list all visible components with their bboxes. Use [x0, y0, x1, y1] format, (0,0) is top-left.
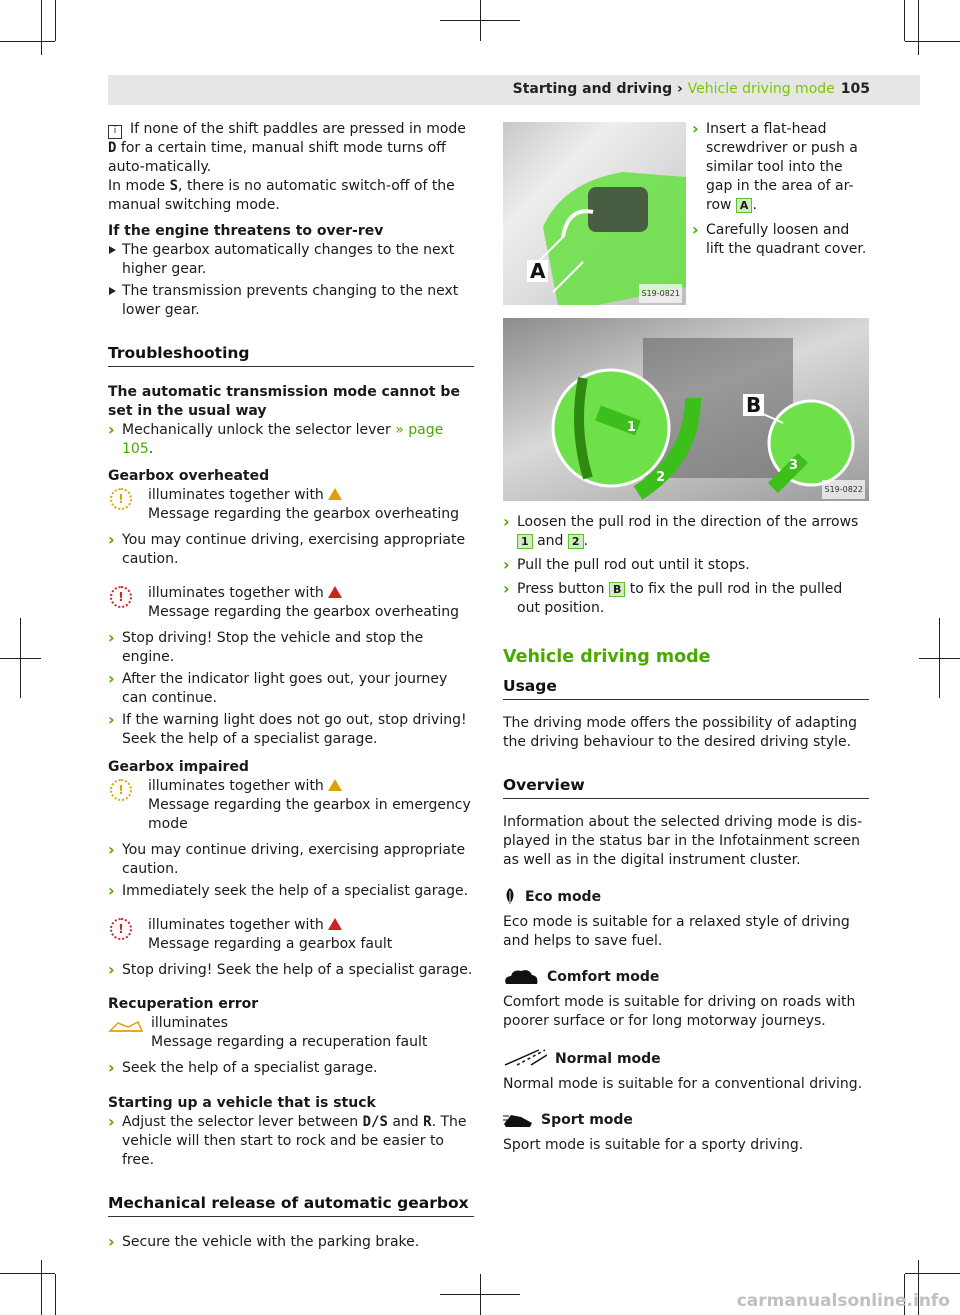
sport-mode-text: Sport mode is suitable for a sporty driving. — [503, 1137, 804, 1153]
warning-message: Message regarding the gearbox in emergency mode — [148, 797, 471, 832]
step-text: and — [532, 533, 568, 549]
warning-row — [108, 1014, 474, 1052]
sport-mode-label: Sport mode — [541, 1112, 633, 1128]
quadrant-steps — [692, 120, 868, 259]
step-text: Insert a flat-head screwdriver or push a similar tool into the gap in the area of ar-row — [706, 121, 858, 213]
key-a: A — [736, 198, 753, 213]
recuperation-warning-icon — [108, 1018, 144, 1034]
figure-caption: S19-0821 — [639, 284, 682, 303]
usage-text: The driving mode offers the possibility of adapting the driving behaviour to the desired driving style. — [503, 715, 858, 750]
gearbox-warning-red-icon: ! — [110, 586, 132, 608]
overrev-item: The transmission prevents changing to the next lower gear. — [108, 282, 474, 320]
arrow-label-1: 1 — [627, 420, 637, 435]
normal-mode-label: Normal mode — [555, 1051, 661, 1067]
unlock-step — [108, 421, 474, 459]
key-2: 2 — [568, 534, 584, 549]
overrev-item: The gearbox automatically changes to the next higher gear. — [108, 241, 474, 279]
info-icon: i — [108, 125, 122, 139]
crop-mark — [904, 0, 905, 41]
eco-mode-text: Eco mode is suitable for a relaxed style of driving and helps to save fuel. — [503, 914, 850, 949]
warning-row — [108, 916, 474, 954]
key-1: 1 — [517, 534, 533, 549]
right-column — [503, 513, 869, 1155]
warning-message: Message regarding a recuperation fault — [151, 1034, 428, 1050]
step-item: › Secure the vehicle with the parking brake. — [108, 1233, 474, 1252]
overheated-heading: Gearbox overheated — [108, 468, 270, 484]
troubleshooting-heading: Troubleshooting — [108, 344, 474, 367]
overview-text: Information about the selected driving mode is dis-played in the status bar in the Infotainment screen as well as in the digital instrument cluster. — [503, 814, 863, 868]
step-item — [692, 120, 868, 215]
crop-mark — [939, 618, 940, 698]
step-item: › Stop driving! Seek the help of a specialist garage. — [108, 961, 474, 980]
sport-car-icon — [503, 1110, 533, 1128]
step-item: › If the warning light does not go out, stop driving! Seek the help of a specialist garage. — [108, 711, 474, 749]
step-text: Loosen the pull rod in the direction of the arrows — [517, 514, 859, 530]
impaired-heading: Gearbox impaired — [108, 759, 249, 775]
warning-row — [108, 777, 474, 834]
watermark[interactable]: carmanualsonline.info — [736, 1291, 950, 1311]
crop-mark — [905, 1273, 960, 1274]
figure-pull-rod — [503, 318, 869, 501]
mode-d-label: D — [108, 140, 117, 156]
step-item: › Carefully loosen and lift the quadrant cover. — [692, 221, 868, 259]
figure-label-a: A — [527, 260, 548, 282]
comfort-cloud-icon — [503, 967, 539, 985]
normal-mode-text: Normal mode is suitable for a conventional driving. — [503, 1076, 863, 1092]
step-item: › You may continue driving, exercising appropriate caution. — [108, 841, 474, 879]
arrow-label-2: 2 — [656, 470, 666, 485]
page-header — [108, 75, 920, 105]
step-text: . — [752, 197, 757, 213]
crop-mark — [480, 1274, 481, 1315]
stuck-heading: Starting up a vehicle that is stuck — [108, 1095, 376, 1111]
figure-drawing — [503, 318, 869, 501]
eco-mode-heading — [503, 887, 869, 907]
overview-heading: Overview — [503, 776, 869, 799]
step-item: › Pull the pull rod out until it stops. — [503, 556, 869, 575]
page-number: 105 — [840, 81, 870, 97]
crop-mark — [20, 618, 21, 698]
step-item — [108, 1113, 474, 1170]
warning-row — [108, 486, 474, 524]
step-text: Press button — [517, 581, 609, 597]
comfort-mode-label: Comfort mode — [547, 969, 660, 985]
note-paragraph — [108, 120, 474, 177]
note-text: In mode — [108, 178, 170, 194]
figure-label-b: B — [743, 394, 764, 416]
step-item — [503, 580, 869, 618]
warning-text: illuminates together with — [148, 778, 329, 794]
section-title: Vehicle driving mode — [503, 647, 711, 667]
warning-text: illuminates together with — [148, 585, 329, 601]
step-item: › You may continue driving, exercising appropriate caution. — [108, 531, 474, 569]
warning-text: illuminates — [151, 1015, 228, 1031]
note-text: , there is no automatic switch-off of the manual switching mode. — [108, 178, 455, 213]
usage-heading: Usage — [503, 677, 869, 700]
normal-mode-heading — [503, 1047, 869, 1069]
warning-message: Message regarding the gearbox overheating — [148, 604, 460, 620]
warning-message: Message regarding the gearbox overheating — [148, 506, 460, 522]
note-paragraph-2 — [108, 177, 474, 215]
warning-text: illuminates together with — [148, 917, 329, 933]
step-text: and — [387, 1114, 424, 1130]
sport-mode-heading — [503, 1110, 869, 1130]
warning-text: illuminates together with — [148, 487, 329, 503]
step-item: › Immediately seek the help of a specialist garage. — [108, 882, 474, 901]
warning-triangle-red-icon — [328, 918, 342, 930]
step-item: › Seek the help of a specialist garage. — [108, 1059, 474, 1078]
recup-heading: Recuperation error — [108, 996, 259, 1012]
step-text: . The vehicle will then start to rock and be easier to free. — [122, 1114, 467, 1168]
step-item: › After the indicator light goes out, your journey can continue. — [108, 670, 474, 708]
crop-mark — [0, 41, 55, 42]
crop-mark — [0, 1273, 55, 1274]
comfort-mode-heading — [503, 967, 869, 987]
note-text: If none of the shift paddles are pressed in mode — [130, 121, 466, 137]
crop-mark — [55, 1274, 56, 1315]
crop-mark — [55, 0, 56, 41]
step-text: to fix the pull rod in the pulled out position. — [517, 581, 843, 616]
crop-mark — [905, 41, 960, 42]
mode-r-label: R — [423, 1114, 432, 1130]
breadcrumb-section[interactable]: Starting and driving — [512, 81, 673, 97]
step-item — [503, 513, 869, 551]
step-item: › Stop driving! Stop the vehicle and stop the engine. — [108, 629, 474, 667]
eco-mode-label: Eco mode — [525, 889, 602, 905]
warning-row — [108, 584, 474, 622]
step-text: Adjust the selector lever between — [122, 1114, 363, 1130]
comfort-mode-text: Comfort mode is suitable for driving on roads with poorer surface or for long motorway journeys. — [503, 994, 856, 1029]
step-text: . — [148, 441, 154, 457]
warning-triangle-red-icon — [328, 586, 342, 598]
crop-mark — [480, 0, 481, 41]
breadcrumb-separator: › — [672, 81, 688, 97]
cannot-set-heading: The automatic transmission mode cannot be set in the usual way — [108, 384, 460, 419]
arrow-label-3: 3 — [789, 458, 799, 473]
page-link[interactable]: » page 105 — [122, 422, 444, 457]
figure-caption: S19-0822 — [822, 480, 865, 499]
normal-road-icon — [503, 1047, 547, 1067]
mech-release-heading: Mechanical release of automatic gearbox — [108, 1194, 474, 1217]
gearbox-warning-yellow-icon: ! — [110, 779, 132, 801]
mode-s-label: S — [169, 178, 179, 194]
step-text: Mechanically unlock the selector lever — [122, 422, 396, 438]
gearbox-warning-red-icon: ! — [110, 918, 132, 940]
breadcrumb-current: Vehicle driving mode — [687, 81, 835, 97]
gearbox-warning-yellow-icon: ! — [110, 488, 132, 510]
eco-leaf-icon — [503, 887, 517, 905]
note-text: for a certain time, manual shift mode turns off auto-matically. — [108, 140, 446, 175]
crop-mark — [41, 1260, 42, 1315]
crop-mark — [41, 0, 42, 55]
left-column — [108, 120, 474, 1252]
key-b: B — [609, 582, 625, 597]
overrev-heading: If the engine threatens to over-rev — [108, 223, 384, 239]
figure-quadrant-cover — [503, 122, 686, 305]
warning-message: Message regarding a gearbox fault — [148, 936, 393, 952]
crop-mark — [918, 0, 919, 55]
mode-ds-label: D/S — [362, 1114, 388, 1130]
warning-triangle-yellow-icon — [328, 779, 342, 791]
breadcrumb — [513, 80, 870, 99]
step-text: . — [583, 533, 589, 549]
warning-triangle-yellow-icon — [328, 488, 342, 500]
